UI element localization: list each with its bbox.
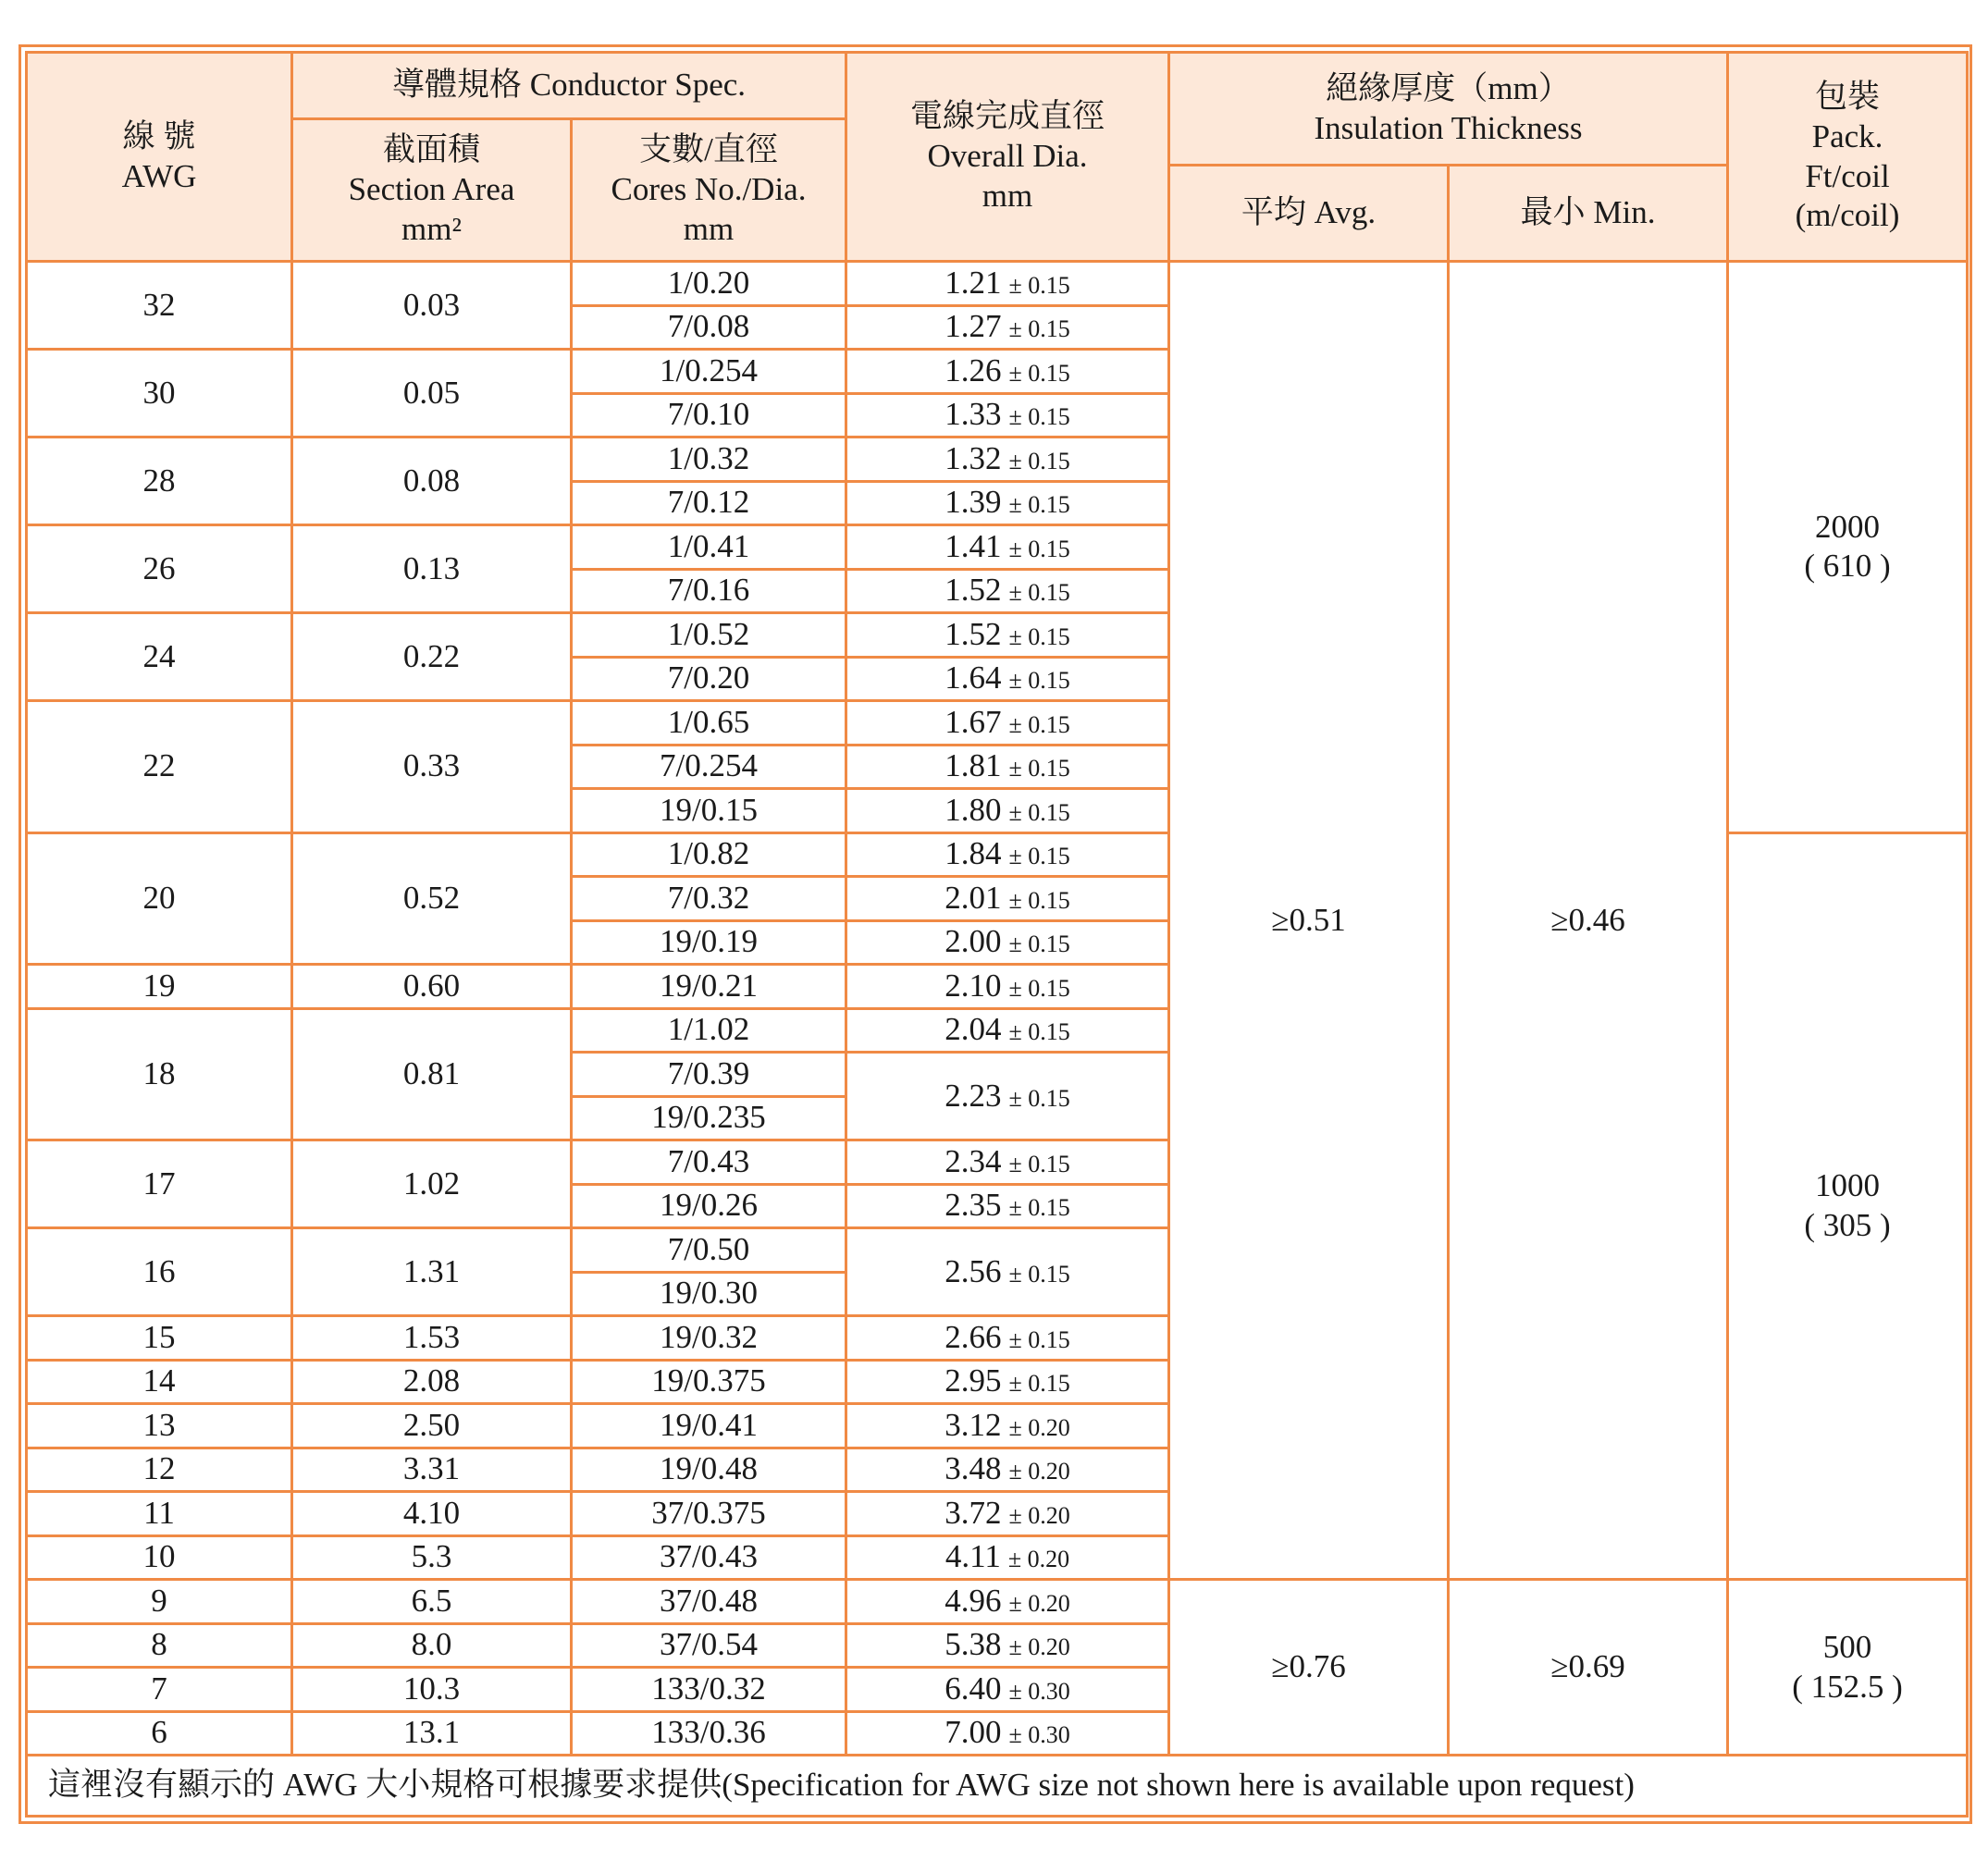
- cores-cell: 37/0.43: [572, 1535, 846, 1580]
- overall-dia-cell: 2.34 ± 0.15: [846, 1140, 1169, 1185]
- cores-cell: 7/0.12: [572, 481, 846, 525]
- cores-cell: 7/0.50: [572, 1228, 846, 1273]
- table-body: [27, 262, 1968, 1756]
- overall-dia-cell: 4.96 ± 0.20: [846, 1580, 1169, 1624]
- overall-dia-cell: 1.21 ± 0.15: [846, 262, 1169, 306]
- cores-cell: 133/0.36: [572, 1711, 846, 1756]
- header-insulation: 絕緣厚度（mm） Insulation Thickness: [1169, 53, 1728, 166]
- overall-dia-cell: 2.23 ± 0.15: [846, 1053, 1169, 1140]
- awg-cell: 16: [27, 1228, 292, 1316]
- section-area-cell: 8.0: [292, 1623, 572, 1668]
- wire-spec-table: [25, 51, 1969, 1818]
- overall-dia-cell: 2.00 ± 0.15: [846, 920, 1169, 965]
- section-area-cell: 0.03: [292, 262, 572, 350]
- overall-dia-cell: 1.52 ± 0.15: [846, 569, 1169, 613]
- overall-dia-cell: 2.35 ± 0.15: [846, 1184, 1169, 1228]
- insulation-avg-cell: ≥0.51: [1169, 262, 1449, 1580]
- section-area-cell: 6.5: [292, 1580, 572, 1624]
- cores-cell: 19/0.21: [572, 965, 846, 1009]
- cores-cell: 7/0.10: [572, 393, 846, 438]
- section-area-cell: 0.52: [292, 832, 572, 965]
- pack-cell: 500 ( 152.5 ): [1728, 1580, 1968, 1756]
- cores-cell: 7/0.16: [572, 569, 846, 613]
- awg-cell: 30: [27, 350, 292, 438]
- cores-cell: 7/0.43: [572, 1140, 846, 1185]
- cores-cell: 133/0.32: [572, 1668, 846, 1712]
- cores-cell: 19/0.30: [572, 1272, 846, 1316]
- overall-dia-cell: 2.95 ± 0.15: [846, 1360, 1169, 1404]
- cores-cell: 19/0.32: [572, 1316, 846, 1361]
- table-row: [27, 1580, 1968, 1624]
- awg-cell: 11: [27, 1492, 292, 1536]
- pack-cell: 1000 ( 305 ): [1728, 832, 1968, 1580]
- overall-dia-cell: 1.27 ± 0.15: [846, 305, 1169, 350]
- overall-dia-cell: 7.00 ± 0.30: [846, 1711, 1169, 1756]
- cores-cell: 37/0.375: [572, 1492, 846, 1536]
- section-area-cell: 0.05: [292, 350, 572, 438]
- header-awg: 線 號 AWG: [27, 53, 292, 262]
- overall-dia-cell: 4.11 ± 0.20: [846, 1535, 1169, 1580]
- awg-cell: 20: [27, 832, 292, 965]
- header-conductor-spec: 導體規格 Conductor Spec.: [292, 53, 846, 119]
- overall-dia-cell: 1.64 ± 0.15: [846, 657, 1169, 701]
- overall-dia-cell: 1.39 ± 0.15: [846, 481, 1169, 525]
- cores-cell: 1/0.65: [572, 701, 846, 746]
- overall-dia-cell: 2.04 ± 0.15: [846, 1008, 1169, 1053]
- header-min: 最小 Min.: [1449, 166, 1728, 262]
- section-area-cell: 3.31: [292, 1448, 572, 1492]
- awg-cell: 10: [27, 1535, 292, 1580]
- table-row: [27, 262, 1968, 306]
- section-area-cell: 5.3: [292, 1535, 572, 1580]
- cores-cell: 7/0.254: [572, 745, 846, 789]
- cores-cell: 19/0.41: [572, 1404, 846, 1448]
- footnote: 這裡沒有顯示的 AWG 大小規格可根據要求提供(Specification for AWG size not shown here is available upon request): [27, 1756, 1968, 1817]
- cores-cell: 7/0.32: [572, 877, 846, 921]
- cores-cell: 1/0.82: [572, 832, 846, 877]
- overall-dia-cell: 1.84 ± 0.15: [846, 832, 1169, 877]
- overall-dia-cell: 1.52 ± 0.15: [846, 613, 1169, 658]
- cores-cell: 7/0.39: [572, 1053, 846, 1097]
- awg-cell: 15: [27, 1316, 292, 1361]
- cores-cell: 1/0.52: [572, 613, 846, 658]
- section-area-cell: 0.22: [292, 613, 572, 701]
- awg-cell: 9: [27, 1580, 292, 1624]
- awg-cell: 6: [27, 1711, 292, 1756]
- cores-cell: 19/0.15: [572, 789, 846, 833]
- overall-dia-cell: 1.26 ± 0.15: [846, 350, 1169, 394]
- overall-dia-cell: 1.32 ± 0.15: [846, 438, 1169, 482]
- cores-cell: 19/0.26: [572, 1184, 846, 1228]
- overall-dia-cell: 5.38 ± 0.20: [846, 1623, 1169, 1668]
- cores-cell: 1/0.20: [572, 262, 846, 306]
- overall-dia-cell: 2.01 ± 0.15: [846, 877, 1169, 921]
- section-area-cell: 2.08: [292, 1360, 572, 1404]
- cores-cell: 1/0.41: [572, 525, 846, 570]
- section-area-cell: 10.3: [292, 1668, 572, 1712]
- cores-cell: 7/0.08: [572, 305, 846, 350]
- awg-cell: 8: [27, 1623, 292, 1668]
- header-avg: 平均 Avg.: [1169, 166, 1449, 262]
- awg-cell: 26: [27, 525, 292, 613]
- section-area-cell: 0.08: [292, 438, 572, 525]
- awg-cell: 28: [27, 438, 292, 525]
- awg-cell: 14: [27, 1360, 292, 1404]
- section-area-cell: 0.60: [292, 965, 572, 1009]
- cores-cell: 7/0.20: [572, 657, 846, 701]
- insulation-min-cell: ≥0.69: [1449, 1580, 1728, 1756]
- awg-cell: 24: [27, 613, 292, 701]
- overall-dia-cell: 3.48 ± 0.20: [846, 1448, 1169, 1492]
- section-area-cell: 1.31: [292, 1228, 572, 1316]
- section-area-cell: 13.1: [292, 1711, 572, 1756]
- header-overall-dia: 電線完成直徑 Overall Dia. mm: [846, 53, 1169, 262]
- cores-cell: 37/0.54: [572, 1623, 846, 1668]
- overall-dia-cell: 1.33 ± 0.15: [846, 393, 1169, 438]
- cores-cell: 19/0.235: [572, 1096, 846, 1140]
- overall-dia-cell: 1.80 ± 0.15: [846, 789, 1169, 833]
- section-area-cell: 2.50: [292, 1404, 572, 1448]
- insulation-min-cell: ≥0.46: [1449, 262, 1728, 1580]
- overall-dia-cell: 3.72 ± 0.20: [846, 1492, 1169, 1536]
- awg-cell: 17: [27, 1140, 292, 1228]
- header-pack: 包裝 Pack. Ft/coil (m/coil): [1728, 53, 1968, 262]
- table-header: [27, 53, 1968, 262]
- overall-dia-cell: 2.66 ± 0.15: [846, 1316, 1169, 1361]
- overall-dia-cell: 2.56 ± 0.15: [846, 1228, 1169, 1316]
- header-section-area: 截面積 Section Area mm²: [292, 119, 572, 262]
- awg-cell: 12: [27, 1448, 292, 1492]
- awg-cell: 19: [27, 965, 292, 1009]
- cores-cell: 19/0.48: [572, 1448, 846, 1492]
- awg-cell: 7: [27, 1668, 292, 1712]
- insulation-avg-cell: ≥0.76: [1169, 1580, 1449, 1756]
- cores-cell: 19/0.375: [572, 1360, 846, 1404]
- overall-dia-cell: 2.10 ± 0.15: [846, 965, 1169, 1009]
- awg-cell: 18: [27, 1008, 292, 1140]
- overall-dia-cell: 3.12 ± 0.20: [846, 1404, 1169, 1448]
- awg-cell: 22: [27, 701, 292, 833]
- cores-cell: 19/0.19: [572, 920, 846, 965]
- header-cores: 支數/直徑 Cores No./Dia. mm: [572, 119, 846, 262]
- section-area-cell: 0.81: [292, 1008, 572, 1140]
- cores-cell: 37/0.48: [572, 1580, 846, 1624]
- cores-cell: 1/1.02: [572, 1008, 846, 1053]
- awg-cell: 13: [27, 1404, 292, 1448]
- section-area-cell: 1.02: [292, 1140, 572, 1228]
- cores-cell: 1/0.254: [572, 350, 846, 394]
- section-area-cell: 4.10: [292, 1492, 572, 1536]
- section-area-cell: 0.13: [292, 525, 572, 613]
- overall-dia-cell: 1.81 ± 0.15: [846, 745, 1169, 789]
- overall-dia-cell: 1.41 ± 0.15: [846, 525, 1169, 570]
- awg-cell: 32: [27, 262, 292, 350]
- overall-dia-cell: 1.67 ± 0.15: [846, 701, 1169, 746]
- section-area-cell: 1.53: [292, 1316, 572, 1361]
- section-area-cell: 0.33: [292, 701, 572, 833]
- pack-cell: 2000 ( 610 ): [1728, 262, 1968, 833]
- cores-cell: 1/0.32: [572, 438, 846, 482]
- overall-dia-cell: 6.40 ± 0.30: [846, 1668, 1169, 1712]
